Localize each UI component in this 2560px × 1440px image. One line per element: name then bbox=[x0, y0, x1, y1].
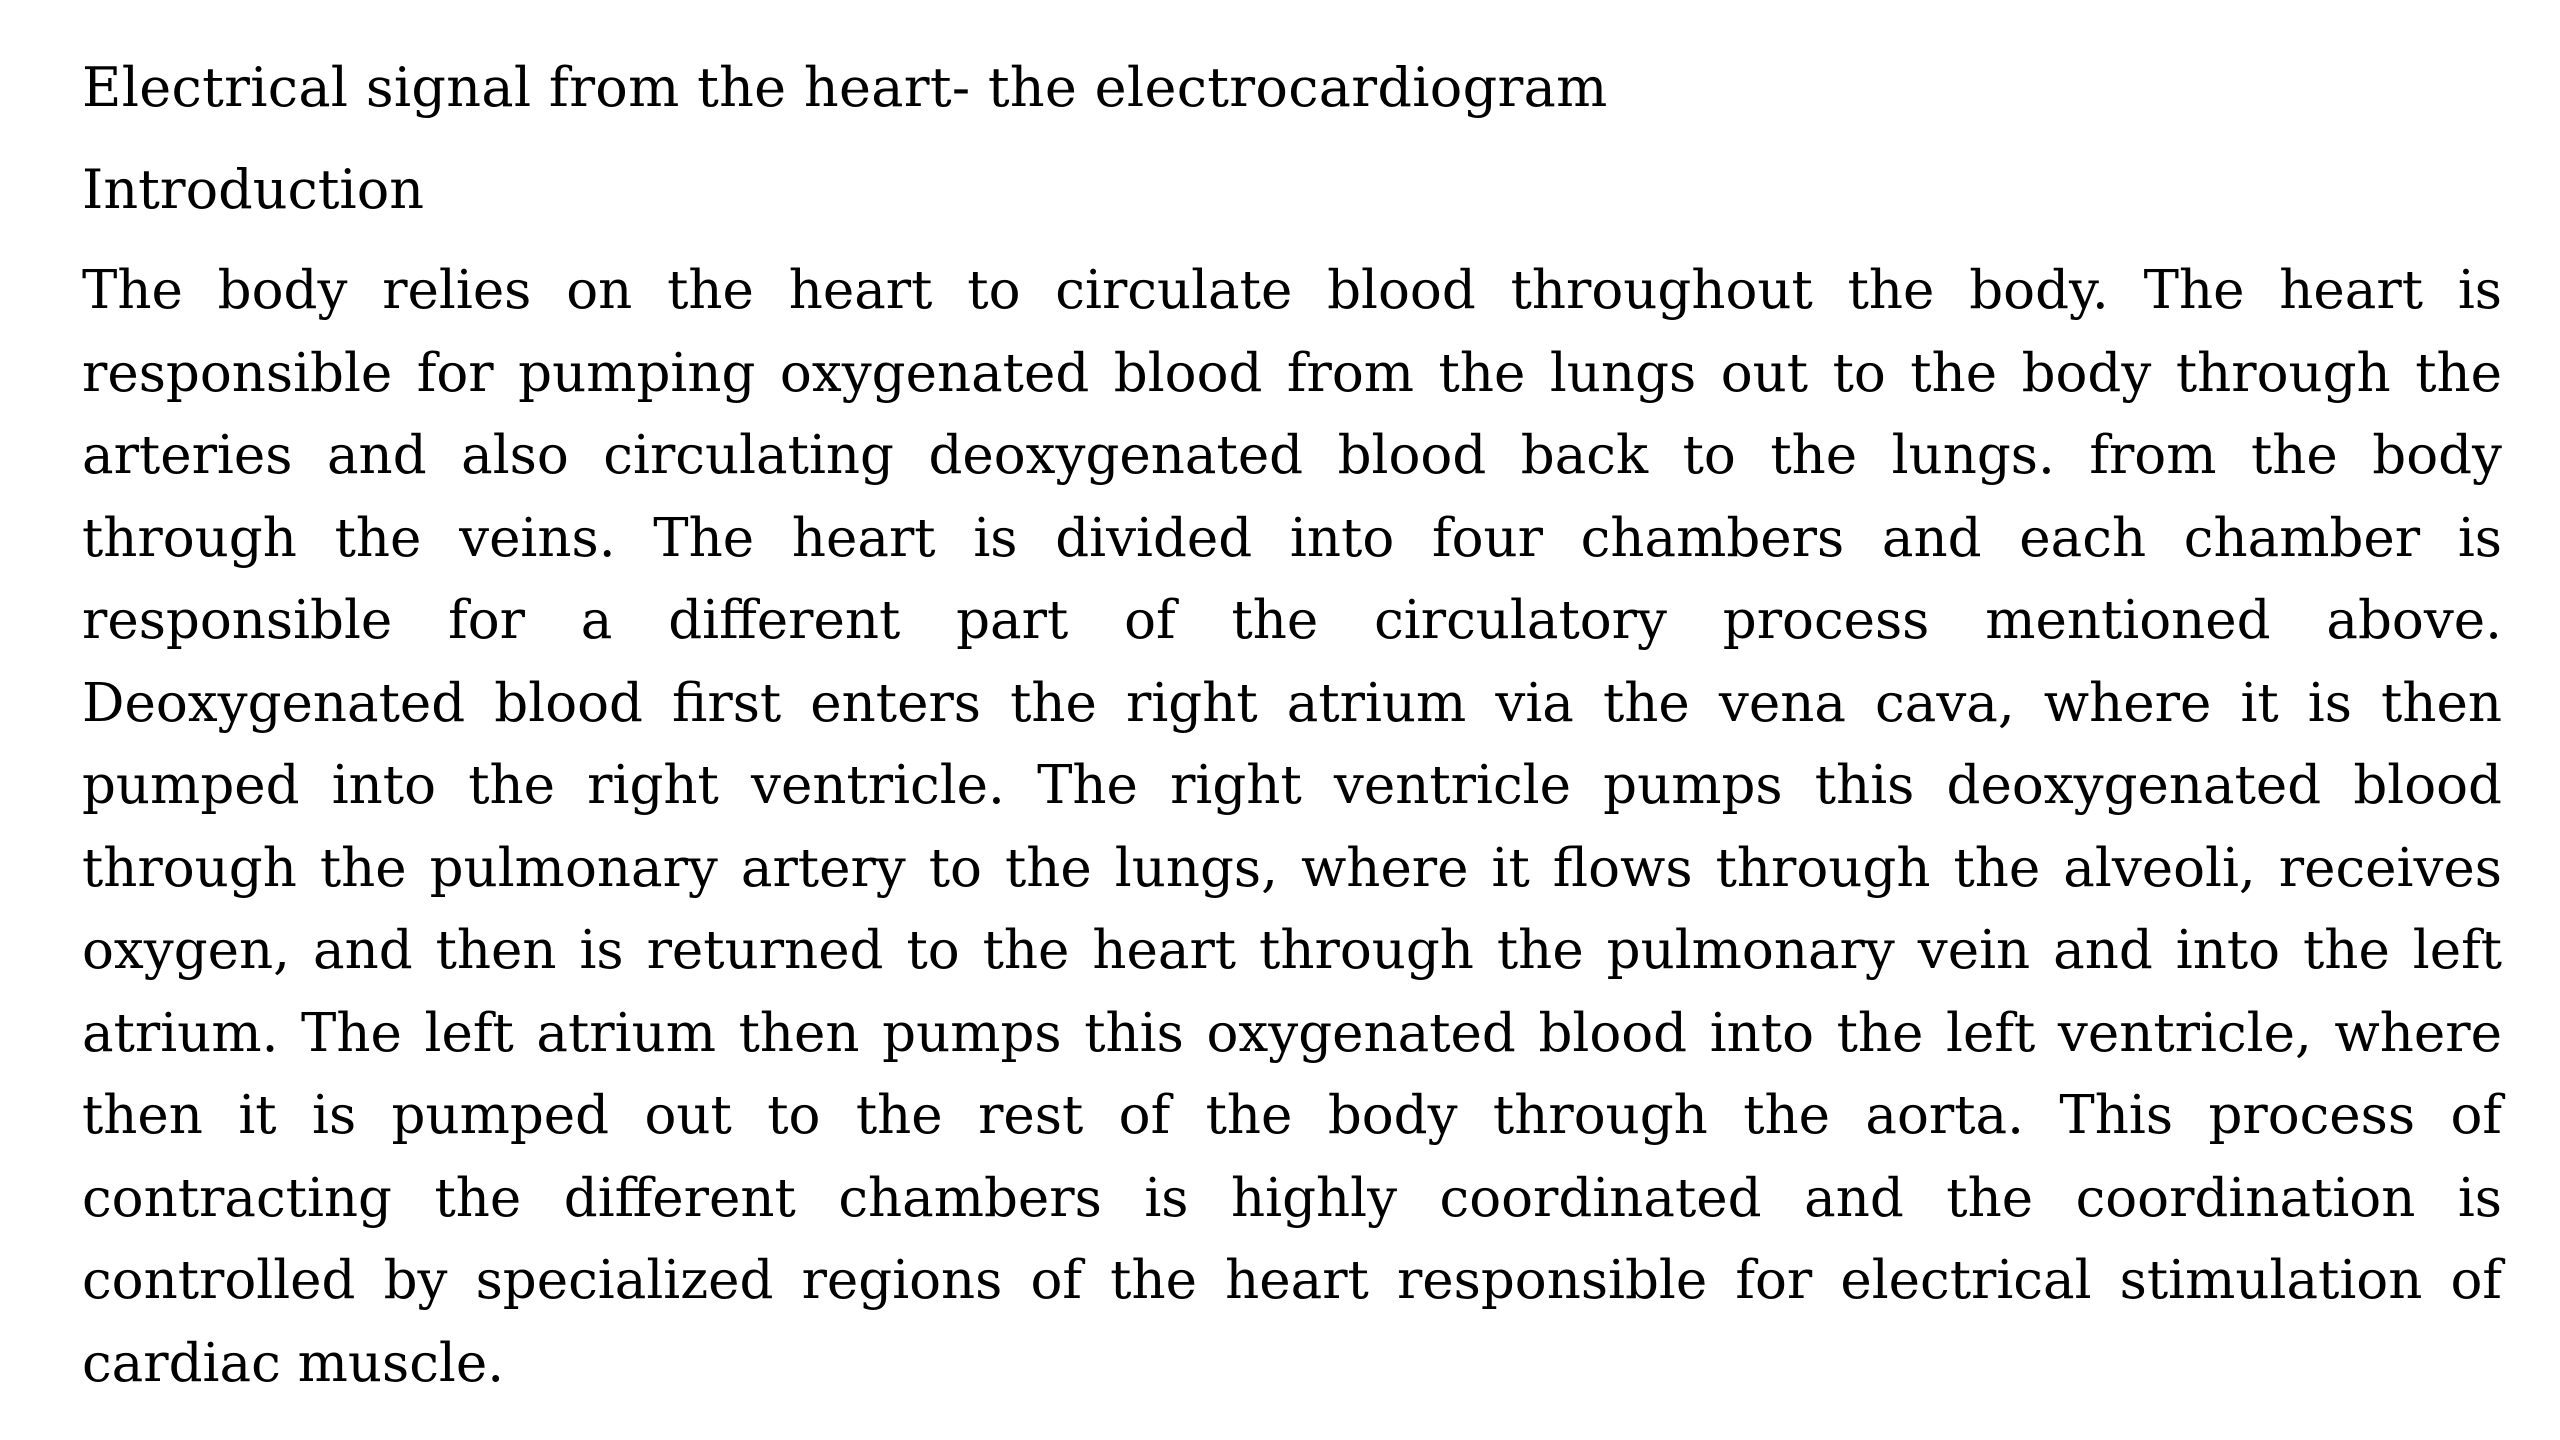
document-page bbox=[82, 48, 2502, 1405]
document-title: Electrical signal from the heart- the electrocardiogram bbox=[82, 56, 1608, 119]
section-heading: Introduction bbox=[82, 158, 424, 221]
body-paragraph: The body relies on the heart to circulate blood throughout the body. The heart is responsible for pumping oxygenated blood from the lungs out to the body through the arteries and also circulating deoxygenated blood back to the lungs. from the body through the veins. The heart is divided into four chambers and each chamber is responsible for a different part of the circulatory process mentioned above. Deoxygenated blood first enters the right atrium via the vena cava, where it is then pumped into the right ventricle. The right ventricle pumps this deoxygenated blood through the pulmonary artery to the lungs, where it flows through the alveoli, receives oxygen, and then is returned to the heart through the pulmonary vein and into the left atrium. The left atrium then pumps this oxygenated blood into the left ventricle, where then it is pumped out to the rest of the body through the aorta. This process of contracting the different chambers is highly coordinated and the coordination is controlled by specialized regions of the heart responsible for electrical stimulation of cardiac muscle. bbox=[82, 260, 2502, 1394]
